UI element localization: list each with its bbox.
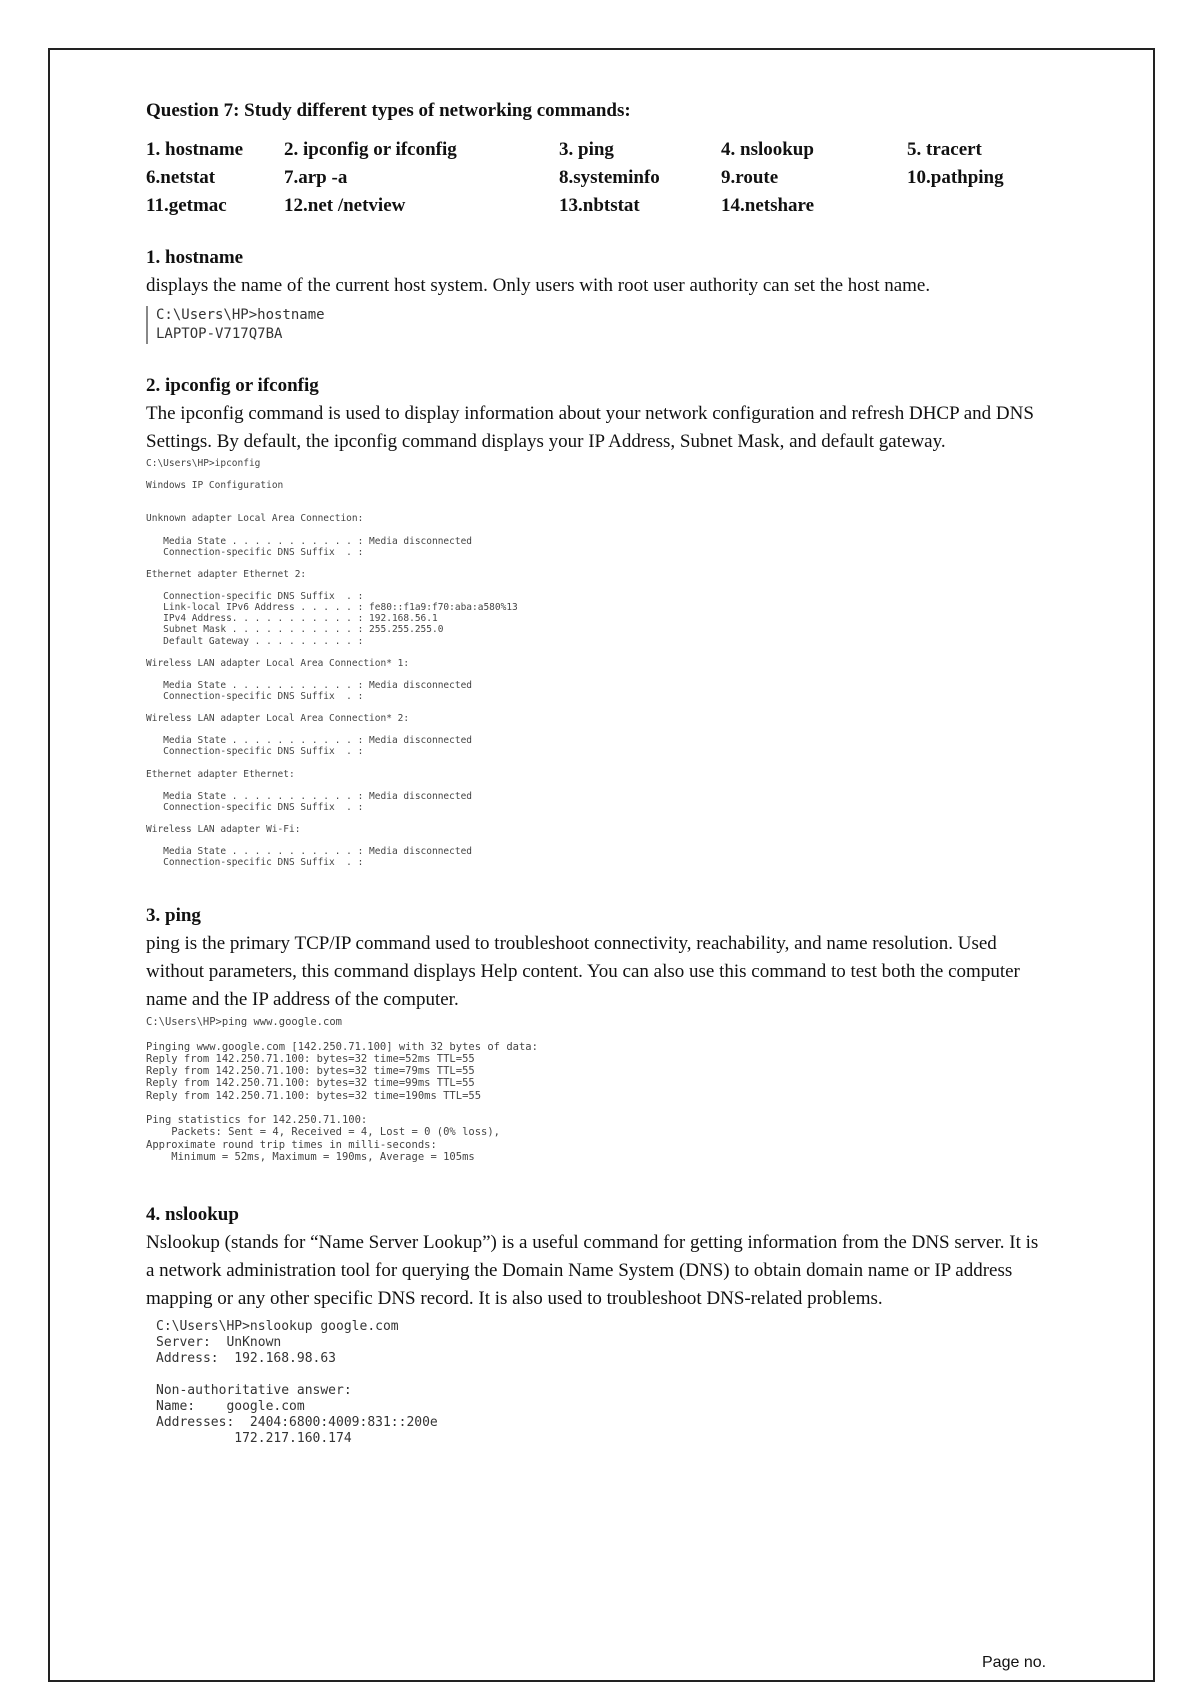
terminal-output: C:\Users\HP>nslookup google.com Server: UnKnown Address: 192.168.98.63 Non-authoritative answer: Name: google.com Addresses: 2404:6800:4009:831::200e 172.217.160.174: [156, 1318, 438, 1446]
section-heading: 4. nslookup: [146, 1203, 239, 1225]
section-nslookup: [146, 1201, 1046, 1447]
command-item: 12.net /netview: [284, 195, 406, 216]
command-item: 10.pathping: [907, 167, 1004, 188]
command-item: 13.nbtstat: [559, 195, 640, 216]
question-title: Question 7: Study different types of networking commands:: [146, 100, 631, 121]
document-body: [146, 100, 1046, 1447]
command-item: 9.route: [721, 167, 779, 188]
command-item: 1. hostname: [146, 139, 244, 160]
command-list: [146, 136, 1046, 220]
command-item: 4. nslookup: [721, 139, 814, 160]
section-hostname: [146, 244, 1046, 344]
command-item: 5. tracert: [907, 139, 982, 160]
section-heading: 1. hostname: [146, 247, 244, 268]
section-description: displays the name of the current host system. Only users with root user authority can set the host name.: [146, 275, 931, 296]
command-item: [907, 192, 1057, 220]
command-item: 6.netstat: [146, 167, 216, 188]
command-item: 2. ipconfig or ifconfig: [284, 139, 457, 160]
command-item: 14.netshare: [721, 195, 815, 216]
section-description: Nslookup (stands for “Name Server Lookup”) is a useful command for getting information from the DNS server. It is a network administration tool for querying the Domain Name System (DNS) to obtain domain name or IP address mapping or any other specific DNS record. It is also used to troubleshoot DNS-related problems.: [146, 1231, 1039, 1309]
terminal-output: C:\Users\HP>hostname LAPTOP-V717Q7BA: [146, 306, 1046, 344]
command-item: 8.systeminfo: [559, 167, 660, 188]
terminal-output: C:\Users\HP>ping www.google.com Pinging www.google.com [142.250.71.100] with 32 bytes of data: Reply from 142.250.71.100: bytes=32 time=52ms TTL=55 Reply from 142.250.71.100: bytes=32 time=79ms TTL=55 Reply from 142.250.71.100: bytes=32 time=99ms TTL=55 Reply from 142.250.71.100: bytes=32 time=190ms TTL=55 Ping statistics for 142.250.71.100: Packets: Sent = 4, Received = 4, Lost = 0 (0% loss), Approximate round trip times in milli-seconds: Minimum = 52ms, Maximum = 190ms, Average = 105ms: [146, 1016, 538, 1163]
section-description: The ipconfig command is used to display information about your network configuration and refresh DHCP and DNS Settings. By default, the ipconfig command displays your IP Address, Subnet Mask, and default gateway.: [146, 403, 1034, 452]
section-heading: 2. ipconfig or ifconfig: [146, 375, 319, 396]
command-item: 3. ping: [559, 139, 614, 160]
section-ipconfig: [146, 372, 1046, 868]
command-item: 7.arp -a: [284, 167, 348, 188]
terminal-output: C:\Users\HP>ipconfig Windows IP Configuration Unknown adapter Local Area Connection: Media State . . . . . . . . . . . : Media disconnected Connection-specific DNS Suffix . : Ethernet adapter Ethernet 2: Connection-specific DNS Suffix . : Link-local IPv6 Address . . . . . : fe80::f1a9:f70:aba:a580%13 IPv4 Address. . . . . . . . . . . : 192.168.56.1 Subnet Mask . . . . . . . . . . . : 255.255.255.0 Default Gateway . . . . . . . . . : Wireless LAN adapter Local Area Connection* 1: Media State . . . . . . . . . . . : Media disconnected Connection-specific DNS Suffix . : Wireless LAN adapter Local Area Connection* 2: Media State . . . . . . . . . . . : Media disconnected Connection-specific DNS Suffix . : Ethernet adapter Ethernet: Media State . . . . . . . . . . . : Media disconnected Connection-specific DNS Suffix . : Wireless LAN adapter Wi-Fi: Media State . . . . . . . . . . . : Media disconnected Connection-specific DNS Suffix . :: [146, 458, 518, 869]
section-heading: 3. ping: [146, 905, 201, 927]
page-number-label: Page no.: [982, 1654, 1047, 1671]
section-description: ping is the primary TCP/IP command used to troubleshoot connectivity, reachability, and name resolution. Used without parameters, this command displays Help content. You can also use this command to test both the computer name and the IP address of the computer.: [146, 933, 1020, 1011]
command-item: 11.getmac: [146, 195, 227, 216]
section-ping: [146, 902, 1046, 1162]
